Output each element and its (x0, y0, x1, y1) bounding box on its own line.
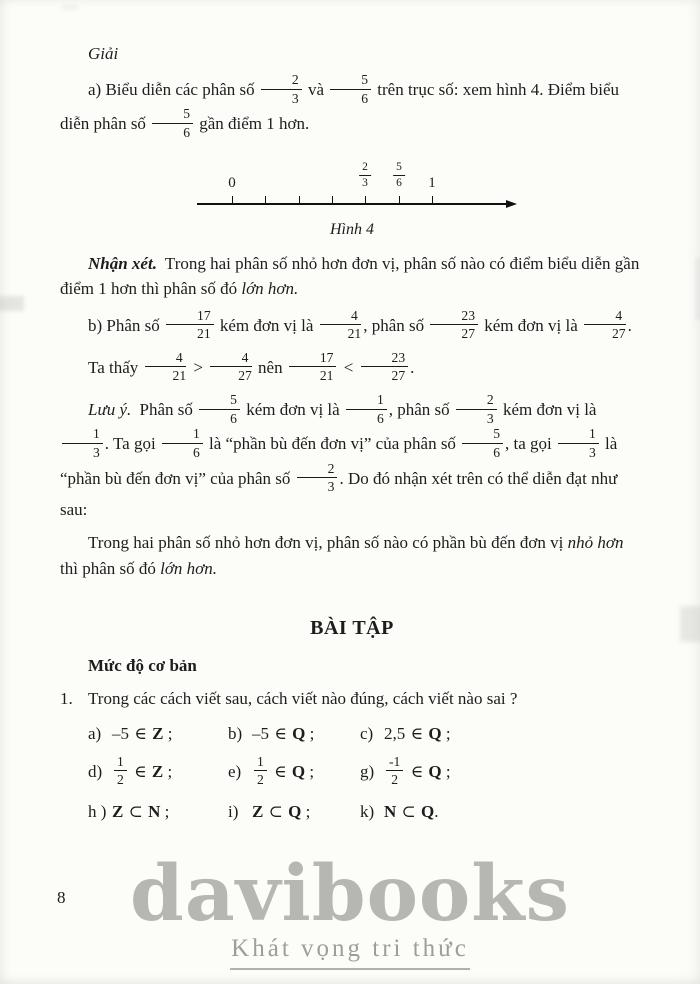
fraction-denominator: 21 (347, 326, 362, 342)
set-symbol: N (148, 801, 161, 821)
fraction-2-3 (261, 72, 302, 106)
option-label: c) (360, 723, 374, 743)
less-than-symbol: < (343, 357, 354, 377)
fraction-denominator: 21 (197, 326, 211, 342)
option-label: h ) (88, 801, 107, 821)
text-run: b) Phân số (88, 315, 160, 335)
punctuation: ; (167, 723, 173, 743)
emphasis-text: lớn hơn. (241, 279, 299, 298)
axis-tick (265, 196, 266, 205)
text-run: . Do đó nhận xét trên có thể diễn đạt như sau: (60, 468, 618, 519)
fraction-4-27 (210, 350, 252, 384)
fraction-5-6 (330, 72, 371, 106)
punctuation: ; (167, 761, 173, 781)
fraction-numerator: 4 (320, 308, 362, 326)
text-run: a) Biểu diễn các phân số (88, 80, 255, 100)
option-c (360, 722, 644, 746)
fraction-denominator: 27 (461, 326, 475, 342)
fraction-1-2 (114, 754, 127, 788)
axis-label-5-6 (393, 161, 405, 190)
watermark-slogan: Khát vọng tri thức (231, 934, 469, 962)
fraction-denominator: 6 (396, 177, 402, 190)
set-symbol: Z (152, 723, 164, 743)
fraction-denominator: 3 (362, 177, 368, 190)
punctuation: . (434, 801, 439, 821)
fraction-denominator: 27 (391, 368, 406, 384)
solution-label: Giải (88, 44, 119, 63)
fraction-numerator: 23 (430, 308, 478, 326)
subset-symbol: ⊂ (268, 801, 283, 821)
fraction-2-3 (456, 392, 497, 426)
axis-tick (399, 196, 400, 205)
option-k (360, 800, 644, 824)
option-label: a) (88, 723, 102, 743)
fraction-numerator: 5 (462, 426, 503, 444)
text-run: là “phần bù đến đơn vị” của phân số (209, 434, 456, 454)
punctuation: ; (445, 761, 451, 781)
axis-tick (365, 196, 366, 205)
fraction-numerator: 5 (152, 106, 193, 124)
fraction-5-6 (152, 106, 193, 140)
exercise-number: 1. (60, 689, 73, 709)
fraction-numerator: 17 (166, 308, 214, 326)
fraction-numerator: 2 (261, 72, 302, 90)
fraction-1-2 (254, 754, 267, 788)
set-symbol: Z (151, 761, 164, 781)
option-label: g) (360, 761, 375, 781)
fraction-numerator: 4 (584, 308, 626, 326)
fraction-numerator: 2 (359, 161, 371, 176)
text-run: kém đơn vị là (502, 400, 597, 420)
exercise-1-question (60, 686, 644, 712)
set-symbol: Q (292, 723, 306, 743)
fraction-numerator: 17 (289, 350, 337, 368)
option-label: i) (228, 801, 239, 821)
fraction-denominator: 2 (391, 772, 399, 788)
set-symbol: Q (428, 761, 442, 781)
element-of-symbol: ∈ (134, 723, 147, 743)
fraction-numerator: 4 (210, 350, 252, 368)
punctuation: ; (305, 801, 311, 821)
fraction-denominator: 3 (486, 410, 494, 426)
emphasis-text: lớn hơn. (160, 558, 217, 578)
fraction-numerator: 1 (254, 754, 267, 772)
text-run: . (410, 357, 415, 377)
subset-symbol: ⊂ (401, 801, 416, 821)
set-symbol: Q (428, 723, 442, 743)
axis-tick (432, 196, 433, 205)
fraction-numerator: 1 (162, 426, 203, 444)
fraction-numerator: 2 (297, 461, 338, 479)
axis-tick (332, 196, 333, 205)
fraction-1-6 (346, 392, 387, 426)
exercises-heading: BÀI TẬP (310, 617, 394, 640)
fraction-denominator: 3 (291, 90, 299, 106)
fraction-denominator: 27 (611, 326, 626, 342)
fraction-numerator: 2 (456, 392, 497, 410)
element-of-symbol: ∈ (274, 761, 287, 781)
element-of-symbol: ∈ (410, 723, 424, 743)
fraction-17-21 (289, 350, 337, 384)
set-symbol: Q (288, 801, 302, 821)
text-run: , phân số (363, 315, 425, 335)
option-h (88, 800, 228, 824)
fraction-denominator: 6 (230, 410, 237, 426)
text-run: kém đơn vị là (219, 315, 314, 335)
paragraph-b (60, 307, 644, 344)
fraction-denominator: 3 (93, 444, 100, 460)
text-run: Trong hai phân số nhỏ hơn đơn vị, phân số nào có điểm biểu diễn gần điểm 1 hơn thì phân số đó (60, 253, 640, 298)
fraction-numerator: 5 (199, 392, 240, 410)
axis-label-1: 1 (428, 174, 436, 191)
element-of-symbol: ∈ (410, 761, 424, 781)
punctuation: ; (309, 761, 315, 781)
set-symbol: Z (112, 801, 124, 821)
fraction-denominator: 6 (376, 410, 384, 426)
fraction-numerator: 1 (346, 392, 387, 410)
axis-arrow-icon (506, 200, 517, 208)
option-i (228, 800, 360, 824)
set-symbol: Q (291, 761, 306, 781)
option-value: 2,5 (384, 723, 406, 743)
punctuation: ; (445, 723, 451, 743)
fraction-denominator: 6 (361, 90, 369, 106)
fraction-denominator: 2 (257, 772, 264, 788)
text-run: gần điểm 1 hơn. (199, 114, 310, 134)
subset-symbol: ⊂ (128, 801, 143, 821)
fraction-denominator: 21 (319, 368, 334, 384)
fraction-23-27 (361, 350, 409, 384)
fraction-5-6 (199, 392, 240, 426)
text-run: , ta gọi (504, 434, 552, 454)
watermark (0, 848, 700, 971)
paragraph-a (60, 74, 644, 143)
exercise-1-options (88, 722, 644, 824)
element-of-symbol: ∈ (134, 761, 147, 781)
remark-lead: Nhận xét. (88, 253, 157, 273)
fraction-4-27 (584, 308, 626, 342)
option-a (88, 722, 228, 746)
axis-tick (299, 196, 300, 205)
text-run: . Ta gọi (104, 434, 156, 454)
axis-label-2-3 (359, 161, 371, 190)
fraction-denominator: 21 (172, 368, 187, 384)
greater-than-symbol: > (193, 357, 203, 377)
option-label: e) (228, 761, 242, 781)
text-run: là “phần bù đến đơn vị” của phân số (60, 434, 618, 488)
fraction-1-3 (558, 426, 599, 460)
set-symbol: N (384, 801, 397, 821)
option-g (360, 753, 644, 790)
text-run: và (307, 80, 324, 100)
text-run: Phân số (139, 400, 193, 420)
fraction-minus-1-2 (386, 754, 403, 788)
figure-caption: Hình 4 (330, 220, 374, 238)
text-run: trên trục số: xem hình 4. Điểm biểu diễn phân số (60, 80, 620, 134)
fraction-1-6 (162, 426, 203, 460)
text-run: kém đơn vị là (246, 400, 340, 420)
option-label: d) (88, 761, 103, 781)
option-e (228, 753, 360, 790)
level-heading: Mức độ cơ bản (88, 656, 197, 676)
solution-heading (60, 44, 644, 64)
text-run: nên (258, 357, 283, 377)
fraction-numerator: 4 (145, 350, 187, 368)
option-value: –5 (112, 723, 129, 743)
text-run: , phân số (388, 400, 450, 420)
option-label: k) (360, 801, 375, 821)
remark-paragraph (60, 251, 644, 302)
fraction-numerator: 1 (62, 426, 103, 444)
fraction-5-6 (393, 161, 405, 190)
fraction-denominator: 2 (117, 772, 124, 788)
fraction-numerator: 1 (114, 754, 127, 772)
watermark-rule (230, 968, 470, 971)
option-label: b) (228, 723, 243, 743)
text-run: kém đơn vị là (484, 315, 578, 335)
axis-label-0: 0 (228, 174, 236, 191)
set-symbol: Z (252, 801, 264, 821)
fraction-5-6 (462, 426, 503, 460)
option-value: –5 (252, 723, 269, 743)
set-symbol: Q (421, 801, 435, 821)
fraction-numerator: 1 (558, 426, 599, 444)
punctuation: ; (309, 723, 315, 743)
note-lead: Lưu ý. (88, 400, 132, 420)
conclusion-paragraph (60, 530, 644, 581)
fraction-2-3 (297, 461, 338, 495)
fraction-numerator: 5 (330, 72, 371, 90)
text-run: thì phân số đó (60, 558, 156, 578)
axis-line (197, 203, 507, 205)
fraction-denominator: 6 (493, 444, 500, 460)
fraction-numerator: 5 (393, 161, 405, 176)
axis-tick (232, 196, 233, 205)
fraction-2-3 (359, 161, 371, 190)
fraction-4-21 (145, 350, 187, 384)
text-run: Ta thấy (88, 357, 139, 377)
fraction-denominator: 6 (192, 444, 200, 460)
element-of-symbol: ∈ (274, 723, 287, 743)
emphasis-text: nhỏ hơn (567, 533, 624, 553)
text-run: Trong hai phân số nhỏ hơn đơn vị, phân số nào có phần bù đến đơn vị (88, 533, 564, 553)
fraction-denominator: 3 (588, 444, 596, 460)
fraction-denominator: 6 (183, 124, 190, 140)
option-d (88, 753, 228, 790)
fraction-17-21 (166, 308, 214, 342)
note-paragraph (60, 394, 644, 522)
fraction-numerator: -1 (386, 754, 403, 772)
option-b (228, 722, 360, 746)
figure-number-line (60, 159, 644, 239)
punctuation: ; (164, 801, 170, 821)
page-number: 8 (57, 888, 66, 907)
watermark-brand: davibooks (130, 848, 570, 939)
number-line (197, 159, 507, 215)
fraction-denominator: 3 (327, 479, 335, 495)
comparison-line (60, 349, 644, 386)
fraction-numerator: 23 (361, 350, 409, 368)
fraction-4-21 (320, 308, 362, 342)
text-run: . (627, 315, 632, 335)
fraction-1-3 (62, 426, 103, 460)
fraction-23-27 (430, 308, 478, 342)
fraction-denominator: 27 (238, 368, 252, 384)
question-text: Trong các cách viết sau, cách viết nào đúng, cách viết nào sai ? (88, 689, 518, 709)
